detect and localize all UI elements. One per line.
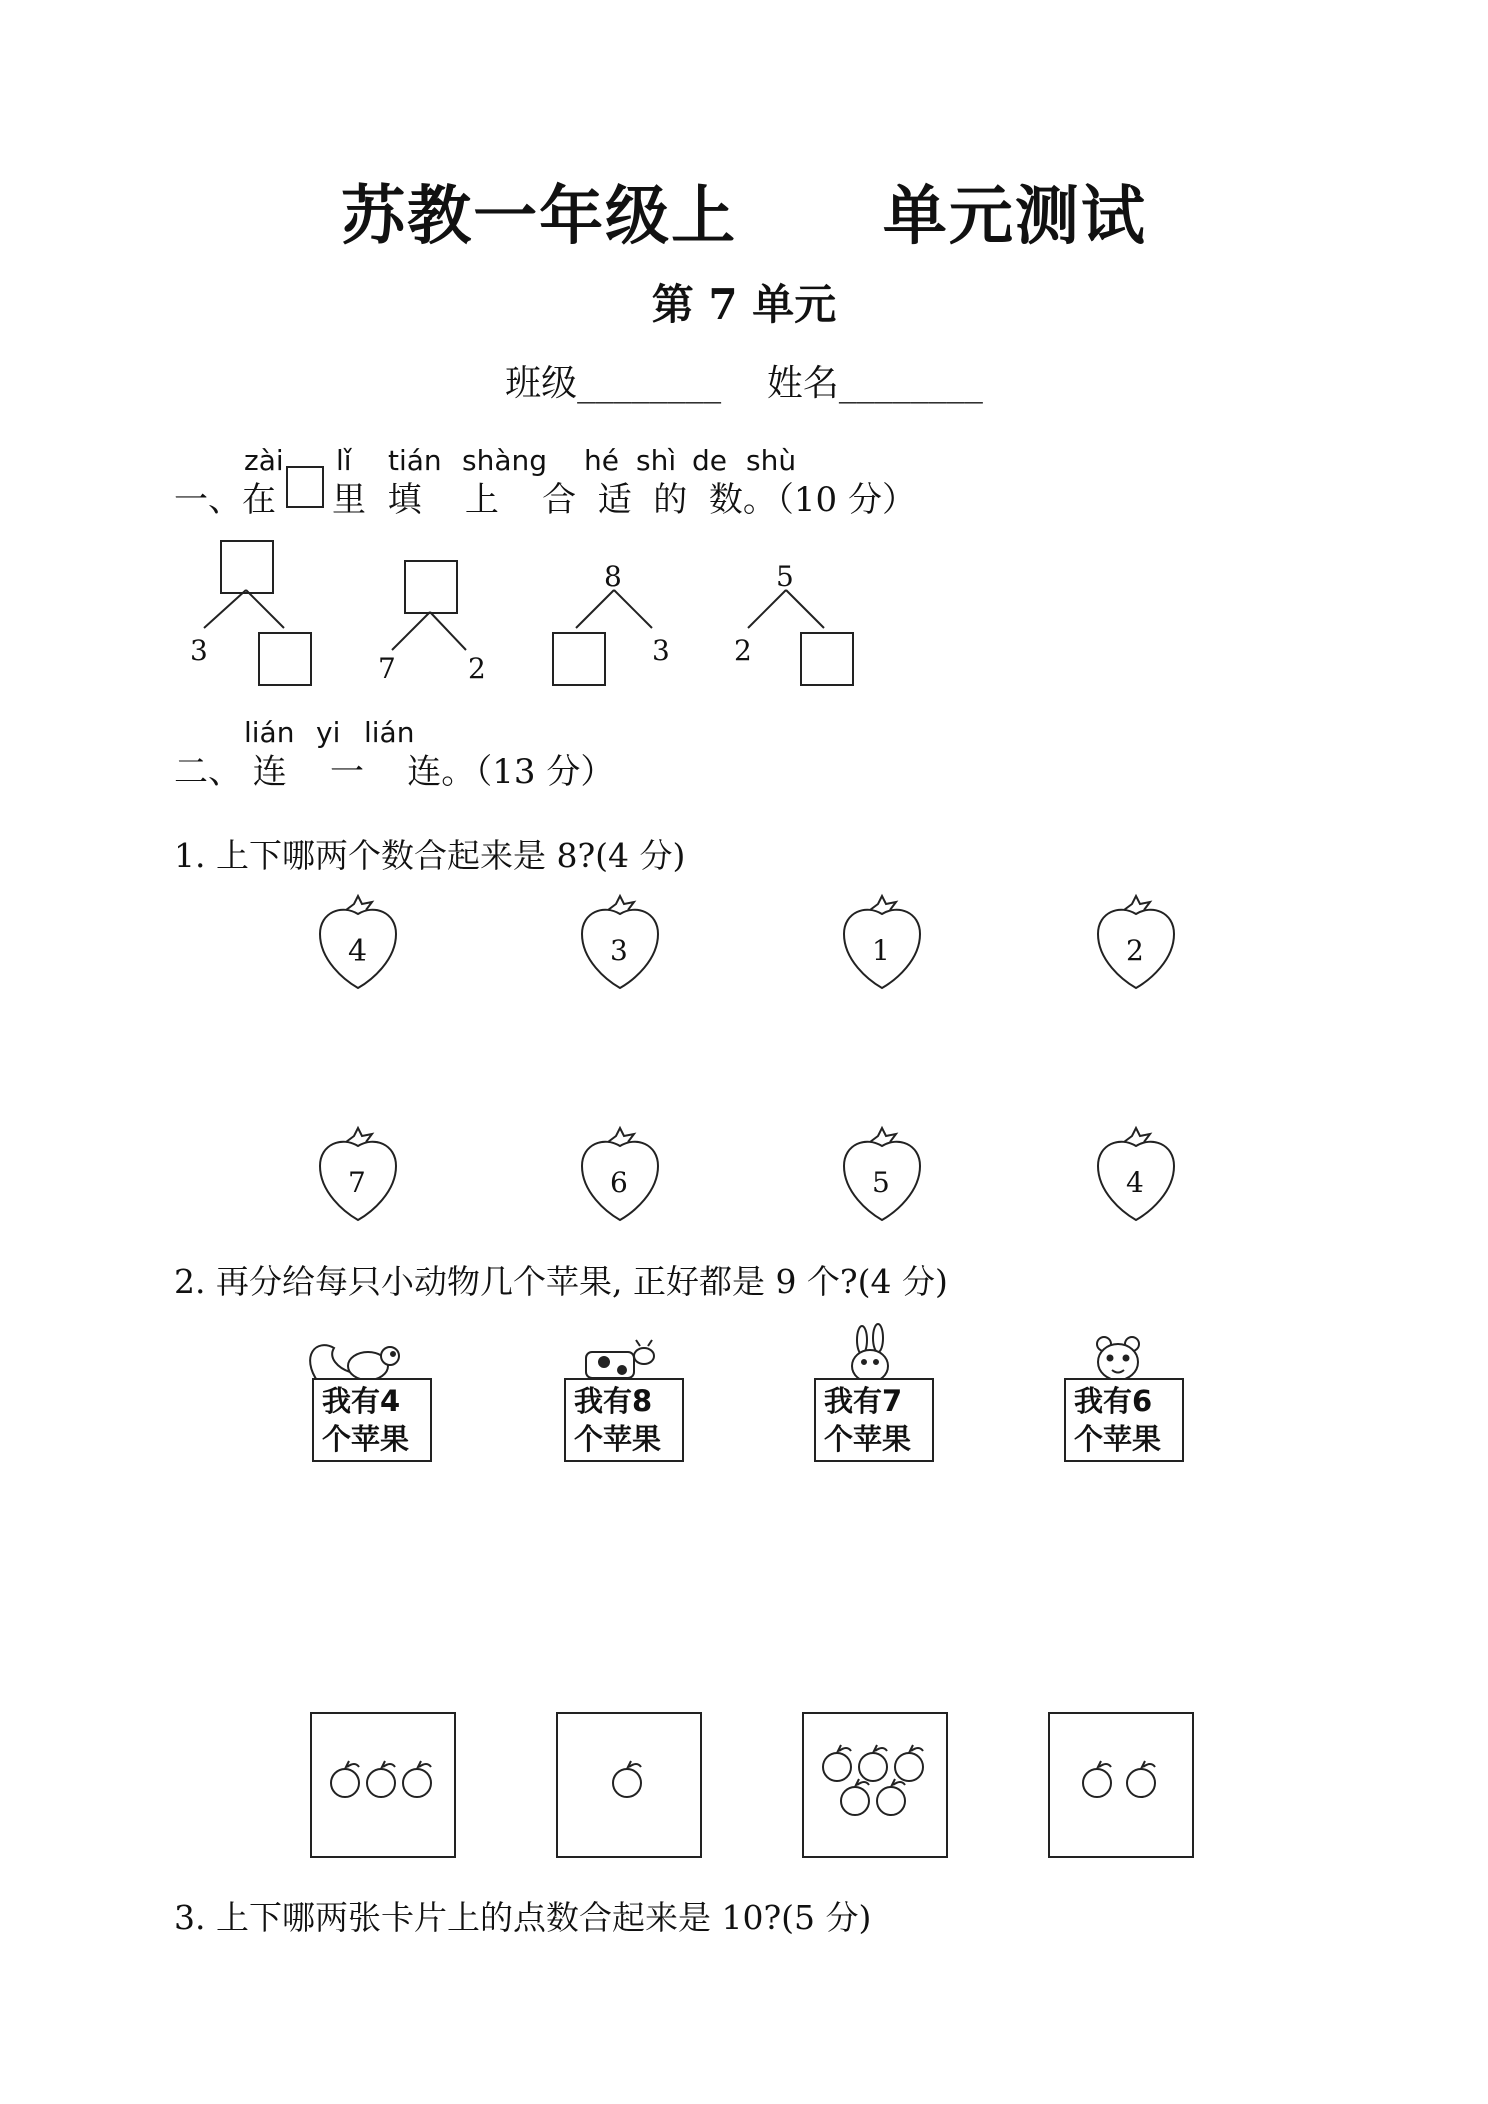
pinyin-shi: shì — [636, 444, 677, 477]
apple-icon — [877, 1779, 905, 1815]
question1-text: 1. 上下哪两个数合起来是 8?(4 分) — [174, 836, 686, 875]
class-field[interactable]: 班级________ — [505, 363, 722, 404]
pinyin-de: de — [692, 444, 727, 477]
apple-icon — [367, 1761, 395, 1797]
card-line-2: 个苹果 — [322, 1422, 410, 1456]
pinyin-he: hé — [584, 444, 619, 477]
tree2-right-number: 2 — [468, 652, 486, 685]
bottom-strawberry-1[interactable]: 7 — [348, 1166, 366, 1199]
page-title: 苏教一年级上 单元测试 — [341, 180, 1147, 254]
pinyin-lian2: lián — [364, 716, 415, 749]
question2-text: 2. 再分给每只小动物几个苹果, 正好都是 9 个?(4 分) — [174, 1262, 948, 1301]
pinyin-li: lǐ — [336, 444, 352, 477]
bottom-strawberry-3[interactable]: 5 — [872, 1166, 890, 1199]
tree4-left-number: 2 — [734, 634, 752, 667]
section1-heading-suffix: 里 填 上 合 适 的 数。（10 分） — [332, 480, 916, 520]
top-strawberry-3[interactable]: 1 — [872, 934, 890, 967]
card-line-1: 我有6 — [1074, 1384, 1153, 1418]
tree3-right-number: 3 — [652, 634, 670, 667]
apple-icon — [841, 1779, 869, 1815]
pinyin-zai: zài — [244, 444, 284, 477]
tree1-left-number: 3 — [190, 634, 208, 667]
card-line-1: 我有4 — [322, 1384, 401, 1418]
apple-icon — [331, 1761, 359, 1797]
apple-icon — [613, 1761, 641, 1797]
pinyin-yi: yi — [316, 716, 341, 749]
question3-text: 3. 上下哪两张卡片上的点数合起来是 10?(5 分) — [174, 1898, 872, 1937]
card-line-2: 个苹果 — [824, 1422, 912, 1456]
card-line-1: 我有8 — [574, 1384, 653, 1418]
apple-icon — [1083, 1761, 1111, 1797]
apple-icon — [403, 1761, 431, 1797]
top-strawberry-1[interactable]: 4 — [348, 934, 368, 969]
bottom-strawberry-4[interactable]: 4 — [1126, 1166, 1144, 1199]
apple-icon — [859, 1745, 887, 1781]
pinyin-shu: shù — [746, 444, 797, 477]
tree3-top-number: 8 — [604, 560, 622, 593]
tree4-top-number: 5 — [776, 560, 794, 593]
pinyin-shang: shàng — [462, 444, 548, 477]
apple-icon — [823, 1745, 851, 1781]
pinyin-tian: tián — [388, 444, 442, 477]
top-strawberry-4[interactable]: 2 — [1126, 934, 1144, 967]
tree2-left-number: 7 — [378, 652, 396, 685]
top-strawberry-2[interactable]: 3 — [610, 934, 628, 967]
bottom-strawberry-2[interactable]: 6 — [610, 1166, 628, 1199]
pinyin-lian1: lián — [244, 716, 295, 749]
name-field[interactable]: 姓名________ — [766, 363, 983, 404]
section1-heading-prefix: 一、在 — [174, 480, 276, 520]
apple-icon — [1127, 1761, 1155, 1797]
apple-icon — [895, 1745, 923, 1781]
card-line-1: 我有7 — [824, 1384, 903, 1418]
card-line-2: 个苹果 — [574, 1422, 662, 1456]
unit-title: 第 7 单元 — [651, 280, 837, 329]
section2-heading: 二、 连 一 连。（13 分） — [174, 752, 615, 792]
card-line-2: 个苹果 — [1074, 1422, 1162, 1456]
